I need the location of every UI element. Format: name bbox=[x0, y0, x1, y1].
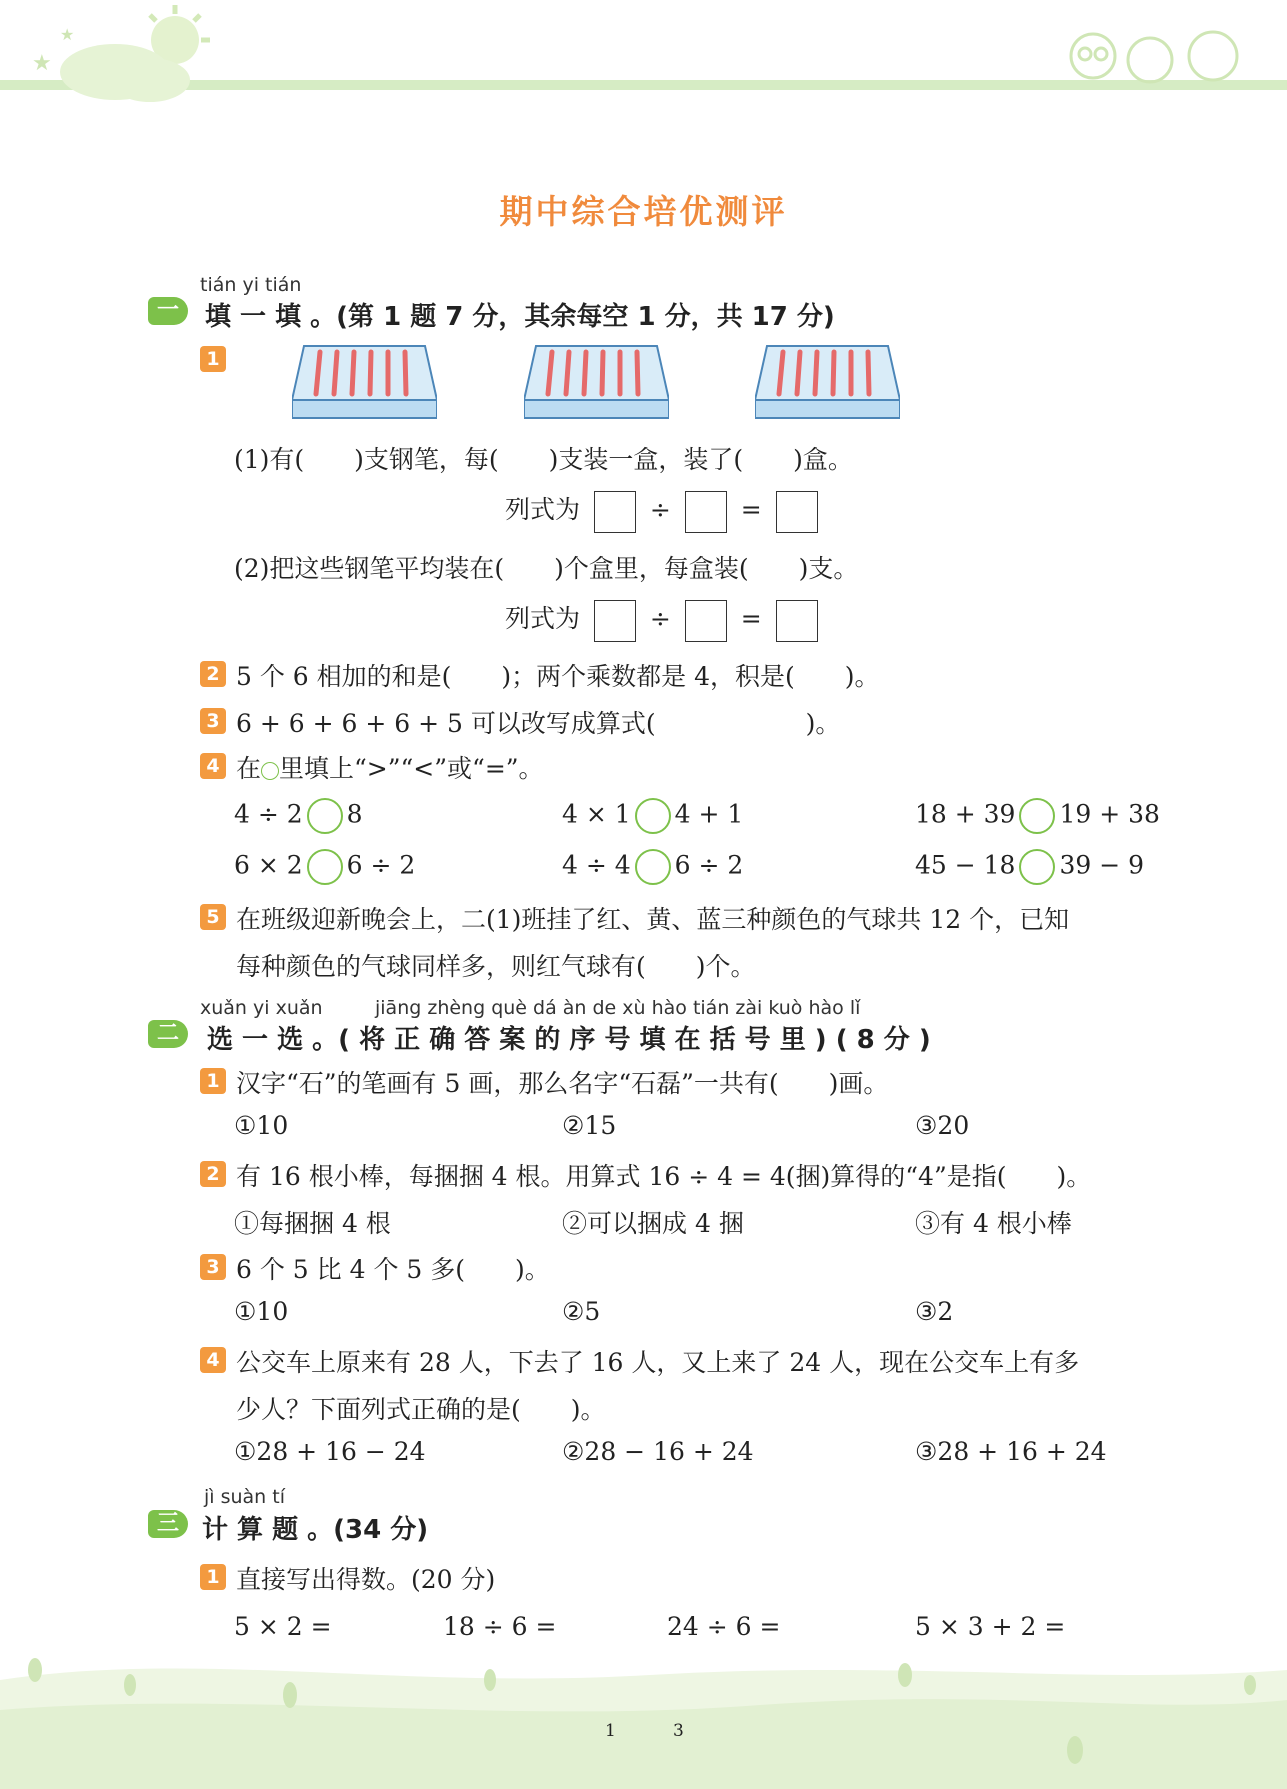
answer-box[interactable] bbox=[685, 491, 727, 533]
s2q1-text: 汉字“石”的笔画有 5 画，那么名字“石磊”一共有( )画。 bbox=[236, 1069, 889, 1098]
section2-pinyin-a: xuǎn yi xuǎn bbox=[200, 997, 323, 1019]
compare-left: 18 + 39 bbox=[915, 799, 1016, 829]
question-number: 2 bbox=[200, 1161, 226, 1187]
pen-box-icon bbox=[755, 342, 900, 422]
option[interactable]: ①28 + 16 − 24 bbox=[234, 1437, 426, 1466]
compare-right: 6 ÷ 2 bbox=[674, 850, 744, 880]
option[interactable]: ②28 − 16 + 24 bbox=[562, 1437, 754, 1466]
pen-box-icon bbox=[524, 342, 669, 422]
option[interactable]: ③28 + 16 + 24 bbox=[915, 1437, 1107, 1466]
compare-circle[interactable] bbox=[307, 849, 343, 885]
q1-part2-text: (2)把这些钢笔平均装在( )个盒里，每盒装( )支。 bbox=[234, 554, 859, 583]
compare-left: 4 × 1 bbox=[562, 799, 631, 829]
s2q4-line1: 公交车上原来有 28 人，下去了 16 人，又上来了 24 人，现在公交车上有多 bbox=[236, 1348, 1080, 1377]
page-number-left: 1 bbox=[605, 1721, 616, 1741]
compare-right: 19 + 38 bbox=[1059, 799, 1160, 829]
compare-circle[interactable] bbox=[1019, 849, 1055, 885]
s2q2-text: 有 16 根小棒，每捆捆 4 根。用算式 16 ÷ 4 = 4(捆)算得的“4”是指( )。 bbox=[236, 1162, 1092, 1191]
q4-text-a: 在 bbox=[236, 754, 262, 783]
answer-box[interactable] bbox=[594, 491, 636, 533]
page-number-right: 3 bbox=[673, 1721, 684, 1741]
s2q3-text: 6 个 5 比 4 个 5 多( )。 bbox=[236, 1255, 550, 1284]
svg-text:★: ★ bbox=[60, 25, 75, 44]
pen-box-icon bbox=[292, 342, 437, 422]
option[interactable]: ②可以捆成 4 捆 bbox=[562, 1209, 744, 1238]
question-number: 4 bbox=[200, 1347, 226, 1373]
compare-item bbox=[562, 798, 743, 834]
compare-left: 4 ÷ 2 bbox=[234, 799, 303, 829]
question-number: 2 bbox=[200, 661, 226, 687]
section2-pinyin-b: jiāng zhèng què dá àn de xù hào tián zài kuò hào lǐ bbox=[375, 997, 861, 1019]
q1-formula-2 bbox=[505, 599, 824, 642]
question-number: 3 bbox=[200, 708, 226, 734]
question-number: 1 bbox=[200, 1564, 226, 1590]
option[interactable]: ③2 bbox=[915, 1297, 954, 1326]
sun-cloud-icon bbox=[20, 0, 220, 110]
option[interactable]: ②15 bbox=[562, 1111, 617, 1140]
compare-right: 4 + 1 bbox=[674, 799, 744, 829]
q1-part1-text: (1)有( )支钢笔，每( )支装一盒，装了( )盒。 bbox=[234, 445, 853, 474]
compare-item bbox=[915, 849, 1144, 885]
formula-label: 列式为 bbox=[505, 604, 581, 633]
circle-icon bbox=[261, 762, 279, 780]
formula-label: 列式为 bbox=[505, 495, 581, 524]
compare-item bbox=[915, 798, 1160, 834]
compare-item bbox=[234, 798, 363, 834]
answer-box[interactable] bbox=[776, 491, 818, 533]
q4-text bbox=[236, 749, 544, 785]
answer-box[interactable] bbox=[594, 600, 636, 642]
divide-sign: ÷ bbox=[649, 604, 671, 633]
compare-circle[interactable] bbox=[635, 849, 671, 885]
compare-right: 8 bbox=[346, 799, 363, 829]
option[interactable]: ③20 bbox=[915, 1111, 970, 1140]
question-number: 1 bbox=[200, 346, 226, 372]
equals-sign: = bbox=[740, 495, 762, 524]
calc-item: 5 × 3 + 2 = bbox=[915, 1612, 1066, 1641]
calc-item: 5 × 2 = bbox=[234, 1612, 332, 1641]
compare-left: 4 ÷ 4 bbox=[562, 850, 631, 880]
option[interactable]: ①10 bbox=[234, 1111, 289, 1140]
calc-item: 24 ÷ 6 = bbox=[667, 1612, 781, 1641]
option[interactable]: ②5 bbox=[562, 1297, 601, 1326]
q2-text: 5 个 6 相加的和是( )；两个乘数都是 4，积是( )。 bbox=[236, 662, 880, 691]
compare-item bbox=[562, 849, 743, 885]
section3-tag: 三 bbox=[148, 1510, 188, 1538]
answer-box[interactable] bbox=[685, 600, 727, 642]
section1-tag: 一 bbox=[148, 297, 188, 325]
option[interactable]: ①10 bbox=[234, 1297, 289, 1326]
compare-circle[interactable] bbox=[635, 798, 671, 834]
section1-heading: 填 一 填 。(第 1 题 7 分，其余每空 1 分，共 17 分) bbox=[205, 302, 835, 332]
compare-left: 45 − 18 bbox=[915, 850, 1016, 880]
section2-tag: 二 bbox=[148, 1020, 188, 1048]
q5-line2: 每种颜色的气球同样多，则红气球有( )个。 bbox=[236, 952, 756, 981]
compare-circle[interactable] bbox=[1019, 798, 1055, 834]
section2-heading: 选 一 选 。( 将 正 确 答 案 的 序 号 填 在 括 号 里 ) ( 8 分 ) bbox=[207, 1025, 931, 1055]
question-number: 5 bbox=[200, 904, 226, 930]
option[interactable]: ③有 4 根小棒 bbox=[915, 1209, 1072, 1238]
hills-decoration bbox=[0, 1630, 1287, 1789]
question-number: 4 bbox=[200, 753, 226, 779]
compare-left: 6 × 2 bbox=[234, 850, 303, 880]
compare-right: 39 − 9 bbox=[1059, 850, 1145, 880]
page-title: 期中综合培优测评 bbox=[499, 192, 788, 231]
q1-formula-1 bbox=[505, 490, 824, 533]
question-number: 1 bbox=[200, 1068, 226, 1094]
compare-circle[interactable] bbox=[307, 798, 343, 834]
section3-pinyin: jì suàn tí bbox=[204, 1486, 285, 1508]
section3-heading: 计 算 题 。(34 分) bbox=[202, 1515, 429, 1545]
svg-text:★: ★ bbox=[32, 51, 52, 76]
option[interactable]: ①每捆捆 4 根 bbox=[234, 1209, 391, 1238]
calc-item: 18 ÷ 6 = bbox=[443, 1612, 557, 1641]
compare-item bbox=[234, 849, 415, 885]
equals-sign: = bbox=[740, 604, 762, 633]
compare-right: 6 ÷ 2 bbox=[346, 850, 416, 880]
q3-text: 6 + 6 + 6 + 6 + 5 可以改写成算式( )。 bbox=[236, 709, 841, 738]
question-number: 3 bbox=[200, 1254, 226, 1280]
divide-sign: ÷ bbox=[649, 495, 671, 524]
q4-text-b: 里填上“>”“<”或“=”。 bbox=[279, 754, 544, 783]
section1-pinyin: tián yi tián bbox=[200, 274, 302, 296]
s2q4-line2: 少人？下面列式正确的是( )。 bbox=[236, 1395, 606, 1424]
answer-box[interactable] bbox=[776, 600, 818, 642]
s3q1-text: 直接写出得数。(20 分) bbox=[236, 1565, 496, 1594]
q5-line1: 在班级迎新晚会上，二(1)班挂了红、黄、蓝三种颜色的气球共 12 个，已知 bbox=[236, 905, 1070, 934]
animals-icon bbox=[1055, 18, 1255, 88]
